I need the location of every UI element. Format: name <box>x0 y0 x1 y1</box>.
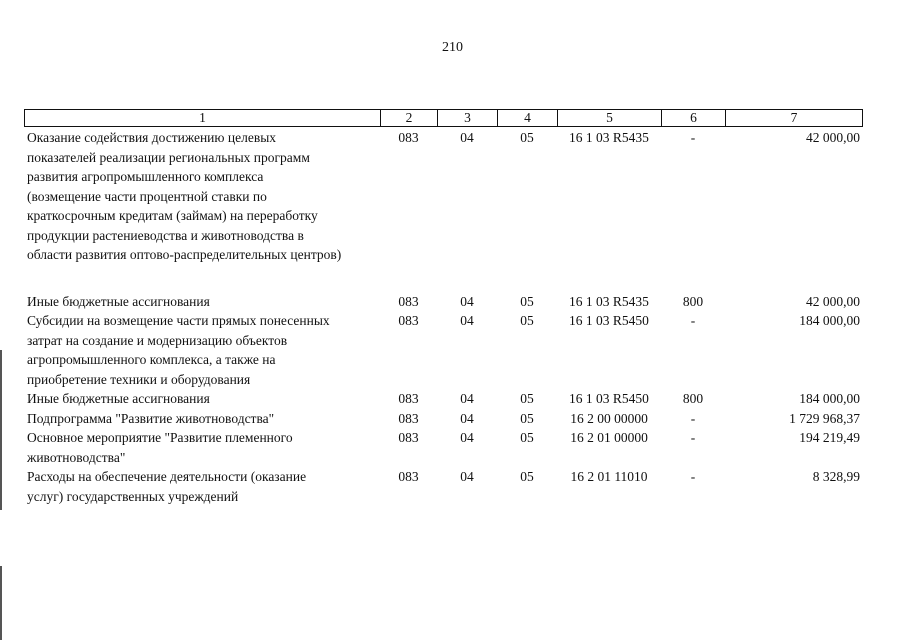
item-name <box>24 409 380 429</box>
expense-type-code: - <box>690 430 696 445</box>
header-cell: 5 <box>558 110 662 127</box>
subsection-code: 05 <box>520 430 534 445</box>
header-row <box>25 110 863 127</box>
section-code: 04 <box>460 410 474 426</box>
subsection-code: 05 <box>520 410 534 426</box>
item-name <box>24 428 380 467</box>
item-name <box>24 467 380 506</box>
name-line: Подпрограмма "Развитие животноводства" <box>27 410 275 426</box>
subsection-code: 05 <box>520 313 534 328</box>
subsection-code: 05 <box>520 293 534 309</box>
name-line: приобретение техники и оборудования <box>27 371 251 387</box>
target-article-code: 16 1 03 R5435 <box>569 130 649 145</box>
budget-table-body <box>24 128 862 506</box>
expense-type-code: - <box>690 313 696 328</box>
ministry-code: 083 <box>398 430 419 445</box>
name-line: продукции растениеводства и животноводства в <box>27 227 304 243</box>
item-name <box>24 389 380 409</box>
target-article-code: 16 2 01 00000 <box>570 430 648 445</box>
table-row <box>24 311 862 389</box>
name-line: затрат на создание и модернизацию объектов <box>27 332 288 348</box>
name-line: услуг) государственных учреждений <box>27 488 239 504</box>
item-name <box>24 128 380 265</box>
page-number: 210 <box>442 40 463 55</box>
amount: 8 328,99 <box>812 469 860 484</box>
section-code: 04 <box>460 430 474 445</box>
header-cell: 2 <box>381 110 438 127</box>
header-cell: 4 <box>498 110 558 127</box>
name-line: Расходы на обеспечение деятельности (оказание <box>27 469 307 484</box>
table-row <box>24 389 862 409</box>
expense-type-code: - <box>690 469 696 484</box>
ministry-code: 083 <box>398 293 419 309</box>
item-name <box>24 292 380 312</box>
name-line: краткосрочным кредитам (займам) на переработку <box>27 208 318 223</box>
expense-type-code: 800 <box>682 391 704 406</box>
subsection-code: 05 <box>520 391 534 406</box>
target-article-code: 16 1 03 R5450 <box>569 391 649 406</box>
name-line: области развития оптово-распределительных центров) <box>27 247 342 262</box>
name-line: Иные бюджетные ассигнования <box>27 293 210 309</box>
ministry-code: 083 <box>398 391 419 406</box>
section-code: 04 <box>460 313 474 328</box>
amount: 194 219,49 <box>799 430 860 445</box>
ministry-code: 083 <box>398 410 419 426</box>
table-row <box>24 292 862 312</box>
subsection-code: 05 <box>520 130 534 145</box>
table-row <box>24 428 862 467</box>
subsection-code: 05 <box>520 469 534 484</box>
ministry-code: 083 <box>398 313 419 328</box>
amount: 42 000,00 <box>806 130 860 145</box>
name-line: агропромышленного комплекса, а также на <box>27 352 276 367</box>
column-number-header <box>24 109 863 127</box>
section-code: 04 <box>460 391 474 406</box>
target-article-code: 16 1 03 R5435 <box>569 293 649 309</box>
section-code: 04 <box>460 469 474 484</box>
scan-edge-mark <box>0 566 2 640</box>
amount: 184 000,00 <box>799 391 860 406</box>
amount: 184 000,00 <box>799 313 860 328</box>
expense-type-code: 800 <box>682 293 704 309</box>
scan-edge-mark <box>0 350 2 510</box>
name-line: Оказание содействия достижению целевых <box>27 130 277 145</box>
amount: 1 729 968,37 <box>789 410 860 426</box>
name-line: животноводства" <box>27 449 126 465</box>
ministry-code: 083 <box>398 469 419 484</box>
header-cell: 6 <box>662 110 726 127</box>
expense-type-code: - <box>690 410 696 426</box>
target-article-code: 16 1 03 R5450 <box>569 313 649 328</box>
name-line: Субсидии на возмещение части прямых понесенных <box>27 313 330 328</box>
name-line: Основное мероприятие "Развитие племенного <box>27 430 293 445</box>
section-code: 04 <box>460 293 474 309</box>
item-name <box>24 311 380 389</box>
amount: 42 000,00 <box>806 293 860 309</box>
table-row <box>24 467 862 506</box>
section-code: 04 <box>460 130 474 145</box>
name-line: Иные бюджетные ассигнования <box>27 391 210 406</box>
target-article-code: 16 2 01 11010 <box>570 469 648 484</box>
table-row <box>24 409 862 429</box>
header-cell: 1 <box>25 110 381 127</box>
name-line: (возмещение части процентной ставки по <box>27 188 267 204</box>
header-cell: 3 <box>438 110 498 127</box>
expense-type-code: - <box>690 130 696 145</box>
header-cell: 7 <box>726 110 863 127</box>
ministry-code: 083 <box>398 130 419 145</box>
target-article-code: 16 2 00 00000 <box>570 410 648 426</box>
table-row <box>24 128 862 265</box>
name-line: развития агропромышленного комплекса <box>27 169 264 184</box>
name-line: показателей реализации региональных программ <box>27 149 310 165</box>
